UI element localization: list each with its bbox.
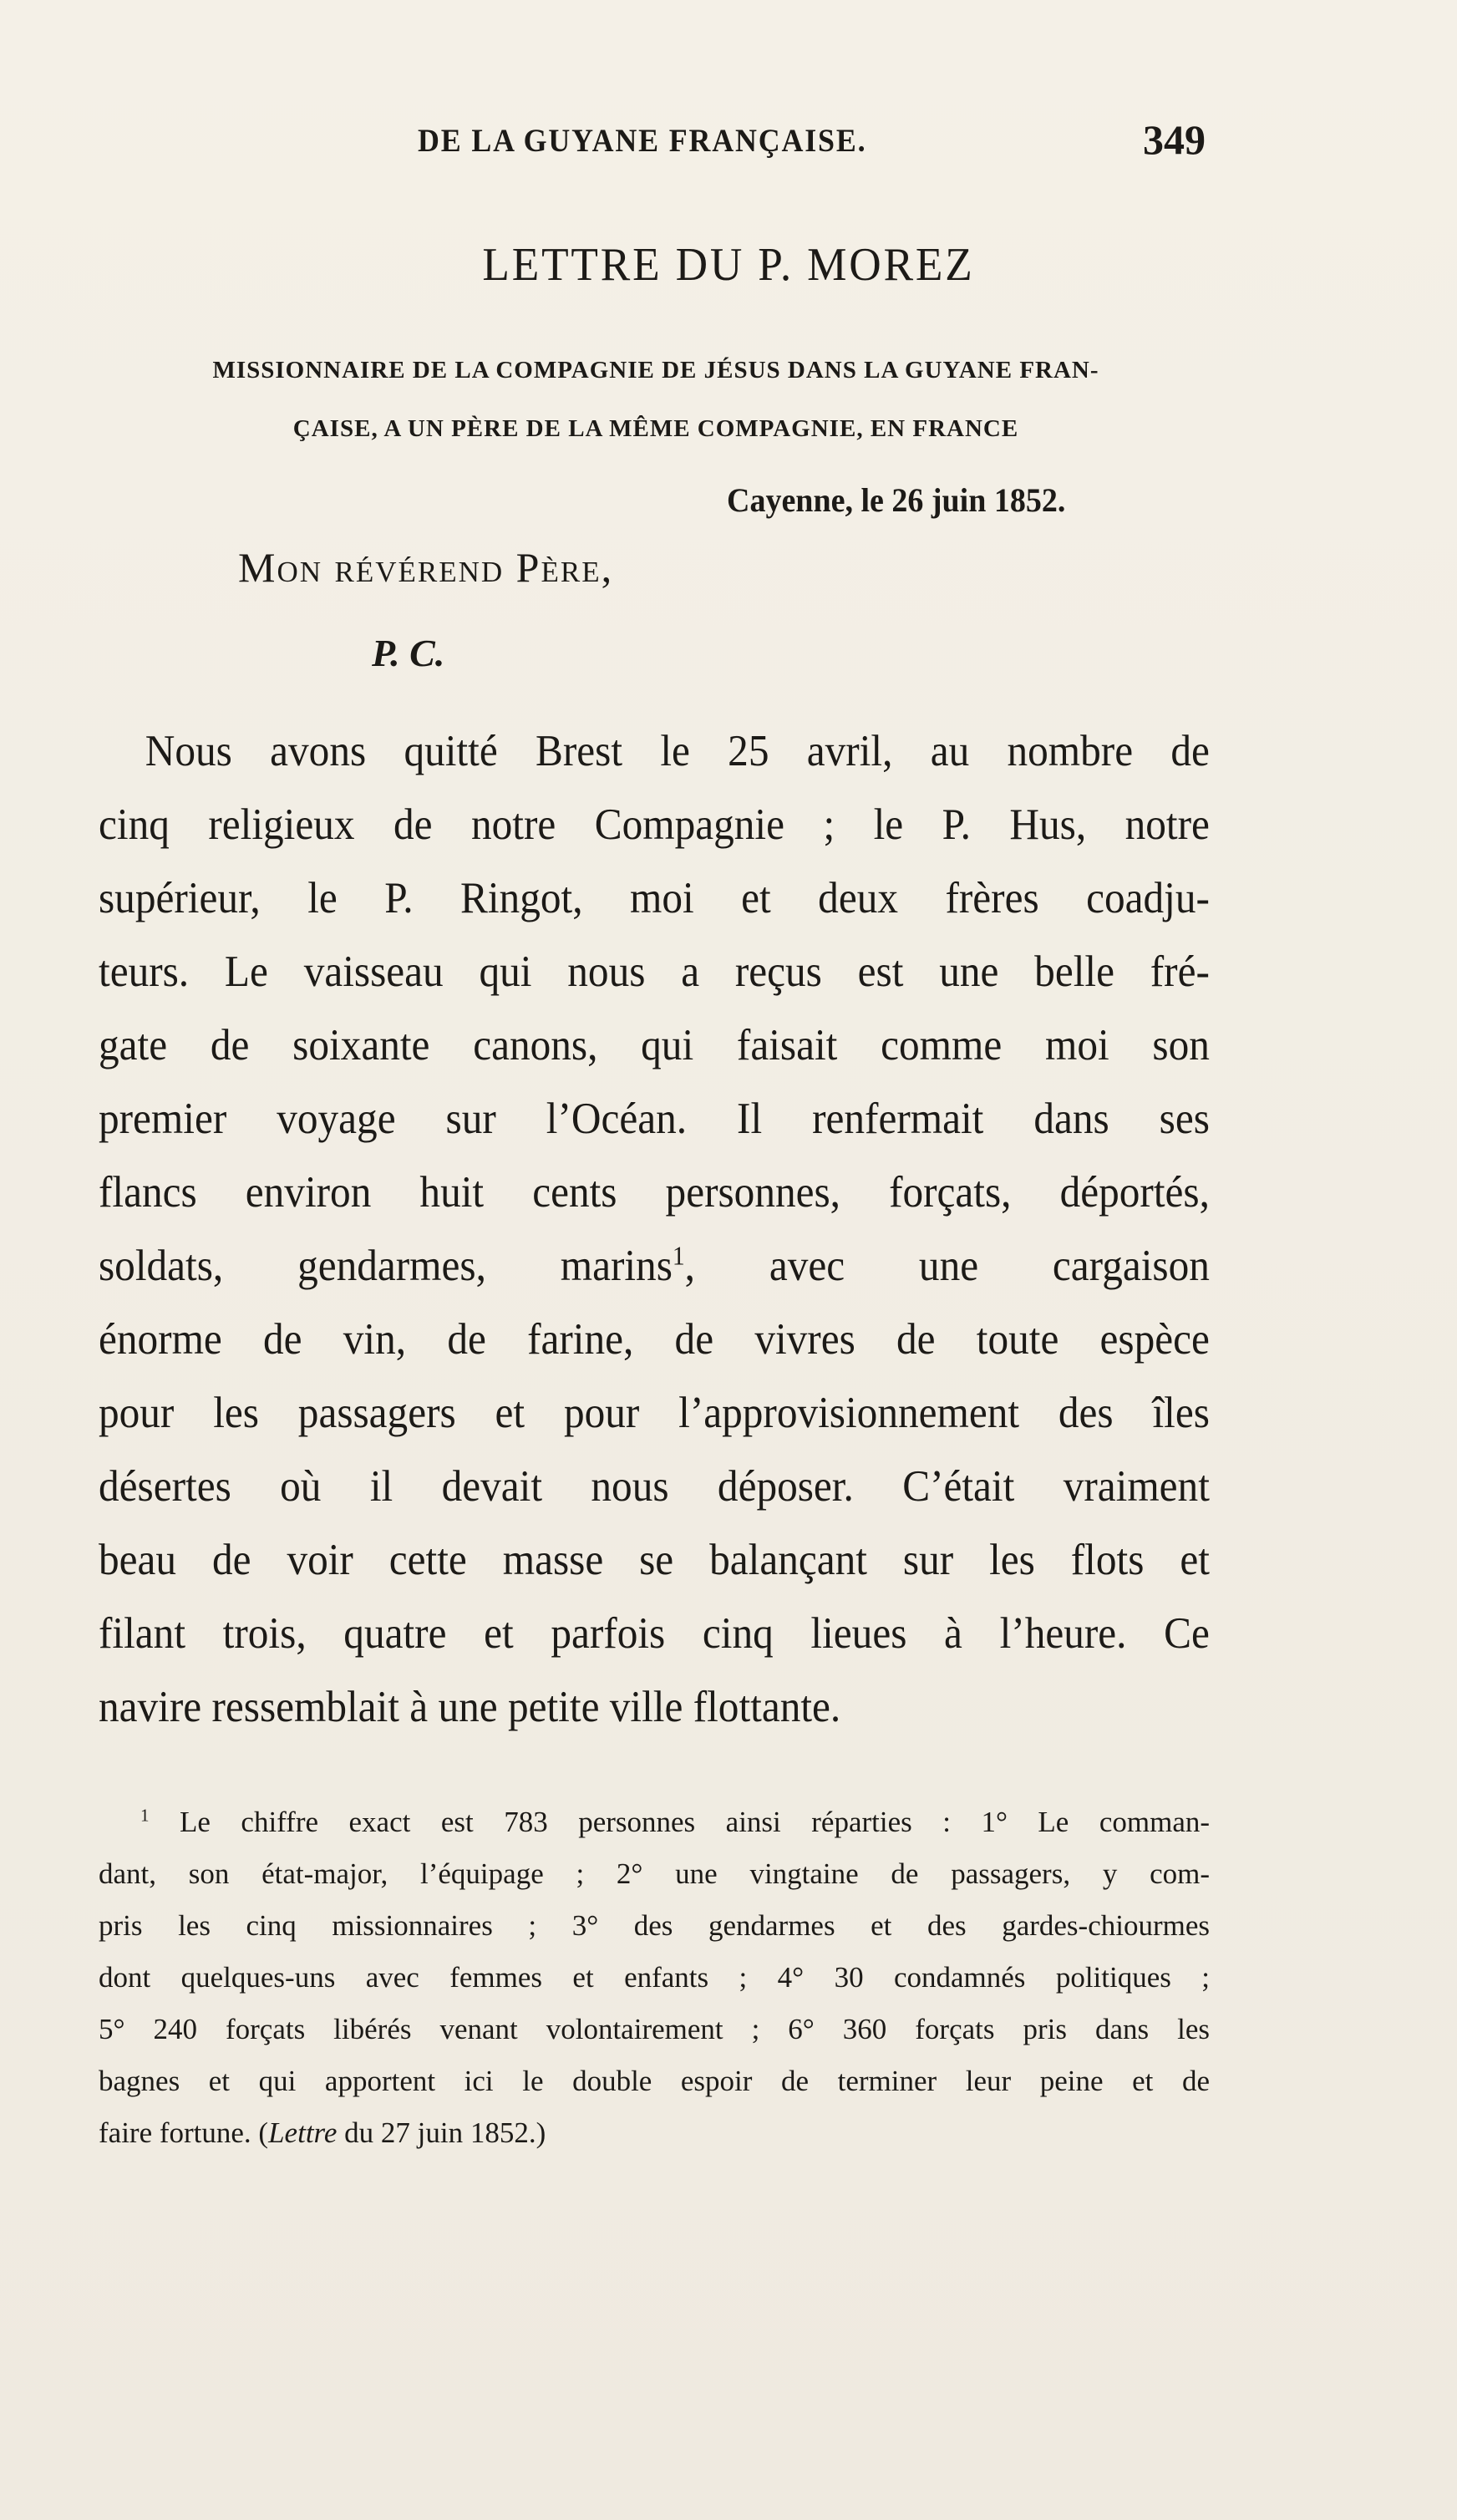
body-line: teurs. Le vaisseau qui nous a reçus est une belle fré- (99, 948, 1210, 996)
body-line-start: soldats, gendarmes, marins (99, 1242, 673, 1290)
footnote-line: $^1$ Le chiffre exact est 783 personnes ainsi réparties : 1° Le comman- (140, 1805, 1211, 1838)
footnote-line: dont quelques-uns avec femmes et enfants ; 4° 30 condamnés politiques ; (99, 1961, 1210, 1994)
body-line: navire ressemblait à une petite ville flottante. (99, 1683, 841, 1731)
body-line: énorme de vin, de farine, de vivres de toute espèce (99, 1315, 1210, 1364)
pax-christi: P. C. (372, 632, 445, 674)
body-line: premier voyage sur l’Océan. Il renfermait dans ses (99, 1095, 1210, 1143)
footnote-line: dant, son état-major, l’équipage ; 2° une vingtaine de passagers, y com- (99, 1857, 1210, 1890)
running-header (0, 115, 1457, 165)
body-line-end: , avec une cargaison (684, 1242, 1210, 1290)
footnote-line: bagnes et qui apportent ici le double espoir de terminer leur peine et de (99, 2065, 1210, 2097)
body-line-with-note (99, 1229, 1210, 1303)
footnote-marker: 1 (140, 1805, 150, 1826)
footnote-line: pris les cinq missionnaires ; 3° des gendarmes et des gardes-chiourmes (99, 1909, 1210, 1942)
footnote-line: 5° 240 forçats libérés venant volontairement ; 6° 360 forçats pris dans les (99, 2013, 1210, 2045)
footnote (99, 1796, 1210, 2159)
letter-subtitle (142, 341, 1170, 458)
footnote-ref: 1 (672, 1241, 685, 1271)
body-line: Nous avons quitté Brest le 25 avril, au nombre de (145, 727, 1210, 775)
body-line: flancs environ huit cents personnes, forçats, déportés, (99, 1168, 1210, 1217)
page-number: 349 (1143, 116, 1206, 163)
body-line: désertes où il devait nous déposer. C’était vraiment (99, 1462, 1210, 1511)
body-line: cinq religieux de notre Compagnie ; le P. Hus, notre (99, 800, 1210, 849)
body-line: pour les passagers et pour l’approvisionnement des îles (99, 1389, 1210, 1437)
body-line: filant trois, quatre et parfois cinq lieues à l’heure. Ce (99, 1609, 1210, 1658)
body-line: supérieur, le P. Ringot, moi et deux frères coadju- (99, 874, 1210, 922)
footnote-line: faire fortune. (Lettre du 27 juin 1852.) (99, 2116, 546, 2149)
running-title: DE LA GUYANE FRANÇAISE. (418, 123, 867, 159)
letter-body (99, 714, 1210, 1744)
dateline: Cayenne, le 26 juin 1852. (727, 481, 1066, 519)
salutation: Mon révérend Père, (238, 544, 614, 591)
subtitle-line: MISSIONNAIRE DE LA COMPAGNIE DE JÉSUS DANS LA GUYANE FRAN- (212, 357, 1099, 384)
body-line: beau de voir cette masse se balançant sur les flots et (99, 1536, 1210, 1584)
letter-title: LETTRE DU P. MOREZ (482, 239, 975, 291)
subtitle-line: ÇAISE, A UN PÈRE DE LA MÊME COMPAGNIE, EN FRANCE (292, 415, 1019, 442)
body-line: gate de soixante canons, qui faisait comme moi son (99, 1021, 1210, 1069)
